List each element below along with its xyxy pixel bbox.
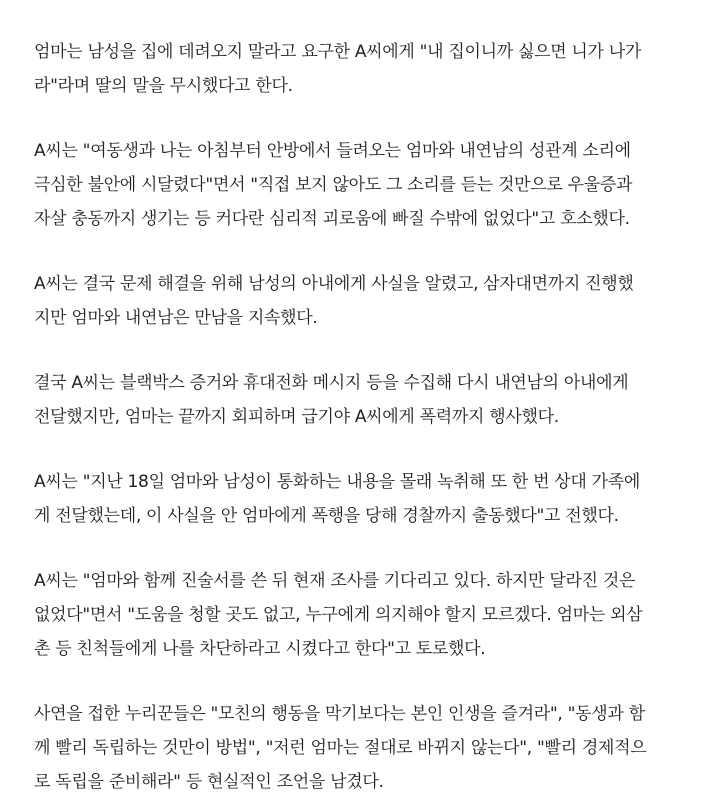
paragraph-4 xyxy=(34,366,693,434)
paragraph-5 xyxy=(34,465,693,533)
paragraph-2 xyxy=(34,134,693,236)
paragraph-line: A씨는 "엄마와 함께 진술서를 쓴 뒤 현재 조사를 기다리고 있다. 하지만 달라진 것은 xyxy=(34,571,636,591)
paragraph-line: 전달했지만, 엄마는 끝까지 회피하며 급기야 A씨에게 폭력까지 행사했다. xyxy=(34,407,559,427)
paragraph-line: 께 빨리 독립하는 것만이 방법", "저런 엄마는 절대로 바뀌지 않는다", "빨리 경제적으 xyxy=(34,738,647,758)
paragraph-line: 지만 엄마와 내연남은 만남을 지속했다. xyxy=(34,308,318,328)
paragraph-line: 촌 등 친척들에게 나를 차단하라고 시켰다고 한다"고 토로했다. xyxy=(34,639,486,659)
paragraph-3 xyxy=(34,267,693,335)
paragraph-7 xyxy=(34,697,693,799)
paragraph-line: 극심한 불안에 시달렸다"면서 "직접 보지 않아도 그 소리를 듣는 것만으로 우울증과 xyxy=(34,175,633,195)
paragraph-1 xyxy=(34,35,693,103)
paragraph-line: 게 전달했는데, 이 사실을 안 엄마에게 폭행을 당해 경찰까지 출동했다"고 전했다. xyxy=(34,506,619,526)
paragraph-line: A씨는 "지난 18일 엄마와 남성이 통화하는 내용을 몰래 녹취해 또 한 번 상대 가족에 xyxy=(34,472,641,492)
paragraph-line: 로 독립을 준비해라" 등 현실적인 조언을 남겼다. xyxy=(34,772,384,792)
paragraph-line: A씨는 "여동생과 나는 아침부터 안방에서 들려오는 엄마와 내연남의 성관계 소리에 xyxy=(34,141,631,161)
paragraph-line: 자살 충동까지 생기는 등 커다란 심리적 괴로움에 빠질 수밖에 없었다"고 호소했다. xyxy=(34,209,630,229)
paragraph-line: 결국 A씨는 블랙박스 증거와 휴대전화 메시지 등을 수집해 다시 내연남의 아내에게 xyxy=(34,373,629,393)
paragraph-line: 엄마는 남성을 집에 데려오지 말라고 요구한 A씨에게 "내 집이니까 싫으면 니가 나가 xyxy=(34,42,642,62)
paragraph-6 xyxy=(34,564,693,666)
paragraph-line: 라"라며 딸의 말을 무시했다고 한다. xyxy=(34,76,293,96)
paragraph-line: A씨는 결국 문제 해결을 위해 남성의 아내에게 사실을 알렸고, 삼자대면까지 진행했 xyxy=(34,274,634,294)
paragraph-line: 없었다"면서 "도움을 청할 곳도 없고, 누구에게 의지해야 할지 모르겠다. 엄마는 외삼 xyxy=(34,605,643,625)
paragraph-line: 사연을 접한 누리꾼들은 "모친의 행동을 막기보다는 본인 인생을 즐겨라", "동생과 함 xyxy=(34,704,645,724)
